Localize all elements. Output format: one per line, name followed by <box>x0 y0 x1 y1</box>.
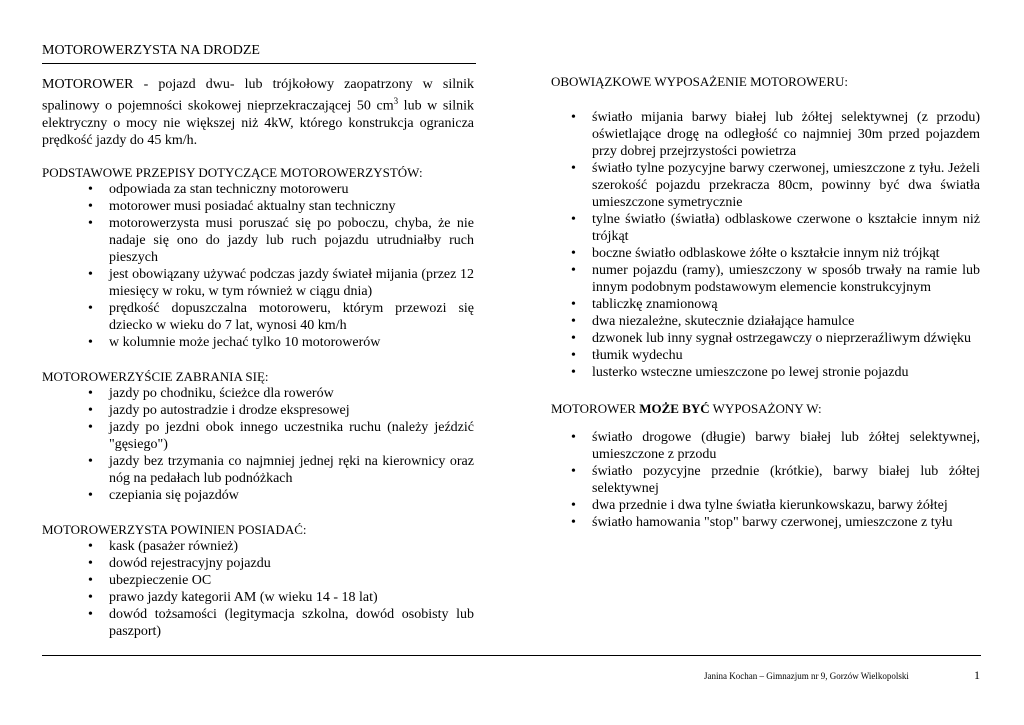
list-item: • tylne światło (światła) odblaskowe czerwone o kształcie innym niż trójkąt <box>551 211 980 245</box>
rules-heading: PODSTAWOWE PRZEPISY DOTYCZĄCE MOTOROWERZYSTÓW: <box>42 164 423 180</box>
list-item: • motorower musi posiadać aktualny stan techniczny <box>42 198 474 215</box>
definition-superscript: 3 <box>393 96 399 106</box>
list-item: • kask (pasażer również) <box>42 538 474 555</box>
definition-paragraph <box>42 76 474 149</box>
definition-text-cont: lub w silnik elektryczny o mocy nie większej niż 4kW, którego konstrukcja ogranicza prędkość jazdy do 45 km/h. <box>42 98 474 148</box>
left-column <box>42 76 474 640</box>
list-item: • światło drogowe (długie) barwy białej lub żółtej selektywnej, umieszczone z przodu <box>551 429 980 463</box>
definition-text: MOTOROWER - pojazd dwu- lub trójkołowy zaopatrzony w silnik spalinowy o pojemności skokowej nieprzekraczającej 50 cm <box>42 77 474 114</box>
list-item: • ubezpieczenie OC <box>42 572 474 589</box>
list-item: • jazdy po autostradzie i drodze ekspresowej <box>42 402 474 419</box>
footer-author: Janina Kochan – Gimnazjum nr 9, Gorzów Wielkopolski <box>704 671 909 681</box>
list-item: • światło pozycyjne przednie (krótkie), barwy białej lub żółtej selektywnej <box>551 463 980 497</box>
list-item: • dwa niezależne, skutecznie działające hamulce <box>551 313 980 330</box>
mandatory-list <box>551 109 980 381</box>
list-item: • dzwonek lub inny sygnał ostrzegawczy o nieprzeraźliwym dźwięku <box>551 330 980 347</box>
list-item: • jazdy bez trzymania co najmniej jednej ręki na kierownicy oraz nóg na pedałach lub podnóżkach <box>42 453 474 487</box>
should-have-list <box>42 538 474 640</box>
forbidden-heading: MOTOROWERZYŚCIE ZABRANIA SIĘ: <box>42 368 269 384</box>
footer-divider <box>42 655 981 656</box>
should-have-heading: MOTOROWERZYSTA POWINIEN POSIADAĆ: <box>42 521 307 537</box>
optional-heading-pre: MOTOROWER <box>551 401 640 416</box>
rules-list <box>42 181 474 351</box>
list-item: • lusterko wsteczne umieszczone po lewej stronie pojazdu <box>551 364 980 381</box>
page-title: MOTOROWERZYSTA NA DRODZE <box>42 42 476 64</box>
list-item: • dwa przednie i dwa tylne światła kierunkowskazu, barwy żółtej <box>551 497 980 514</box>
list-item: • czepiania się pojazdów <box>42 487 474 504</box>
mandatory-heading: OBOWIĄZKOWE WYPOSAŻENIE MOTOROWERU: <box>551 74 849 89</box>
optional-heading-post: WYPOSAŻONY W: <box>709 401 822 416</box>
list-item: • prawo jazdy kategorii AM (w wieku 14 - 18 lat) <box>42 589 474 606</box>
list-item: • jest obowiązany używać podczas jazdy świateł mijania (przez 12 miesięcy w roku, w tym również w ciągu dnia) <box>42 266 474 300</box>
optional-heading <box>551 400 980 417</box>
list-item: • światło hamowania "stop" barwy czerwonej, umieszczone z tyłu <box>551 514 980 531</box>
optional-list <box>551 429 980 531</box>
list-item: • światło tylne pozycyjne barwy czerwonej, umieszczone z tyłu. Jeżeli szerokość pojazdu przekracza 80cm, powinny być dwa światła umieszczone symetrycznie <box>551 160 980 211</box>
list-item: • w kolumnie może jechać tylko 10 motorowerów <box>42 334 474 351</box>
list-item: • numer pojazdu (ramy), umieszczony w sposób trwały na ramie lub innym podobnym podstawowym elemencie konstrukcyjnym <box>551 262 980 296</box>
list-item: • jazdy po chodniku, ścieżce dla rowerów <box>42 385 474 402</box>
page-number: 1 <box>974 668 980 682</box>
list-item: • prędkość dopuszczalna motoroweru, którym przewozi się dziecko w wieku do 7 lat, wynosi 40 km/h <box>42 300 474 334</box>
list-item: • tabliczkę znamionową <box>551 296 980 313</box>
list-item: • boczne światło odblaskowe żółte o kształcie innym niż trójkąt <box>551 245 980 262</box>
optional-heading-bold: MOŻE BYĆ <box>639 401 710 416</box>
list-item: • jazdy po jezdni obok innego uczestnika ruchu (należy jeździć "gęsiego") <box>42 419 474 453</box>
list-item: • dowód tożsamości (legitymacja szkolna, dowód osobisty lub paszport) <box>42 606 474 640</box>
list-item: • motorowerzysta musi poruszać się po poboczu, chyba, że nie nadaje się ono do jazdy lub ruch pojazdu utrudniałby ruch pieszych <box>42 215 474 266</box>
list-item: • światło mijania barwy białej lub żółtej selektywnej (z przodu) oświetlające drogę na odległość co najmniej 30m przed pojazdem przy dobrej przejrzystości powietrza <box>551 109 980 160</box>
list-item: • dowód rejestracyjny pojazdu <box>42 555 474 572</box>
list-item: • tłumik wydechu <box>551 347 980 364</box>
list-item: • odpowiada za stan techniczny motoroweru <box>42 181 474 198</box>
forbidden-list <box>42 385 474 504</box>
right-column <box>551 73 980 531</box>
